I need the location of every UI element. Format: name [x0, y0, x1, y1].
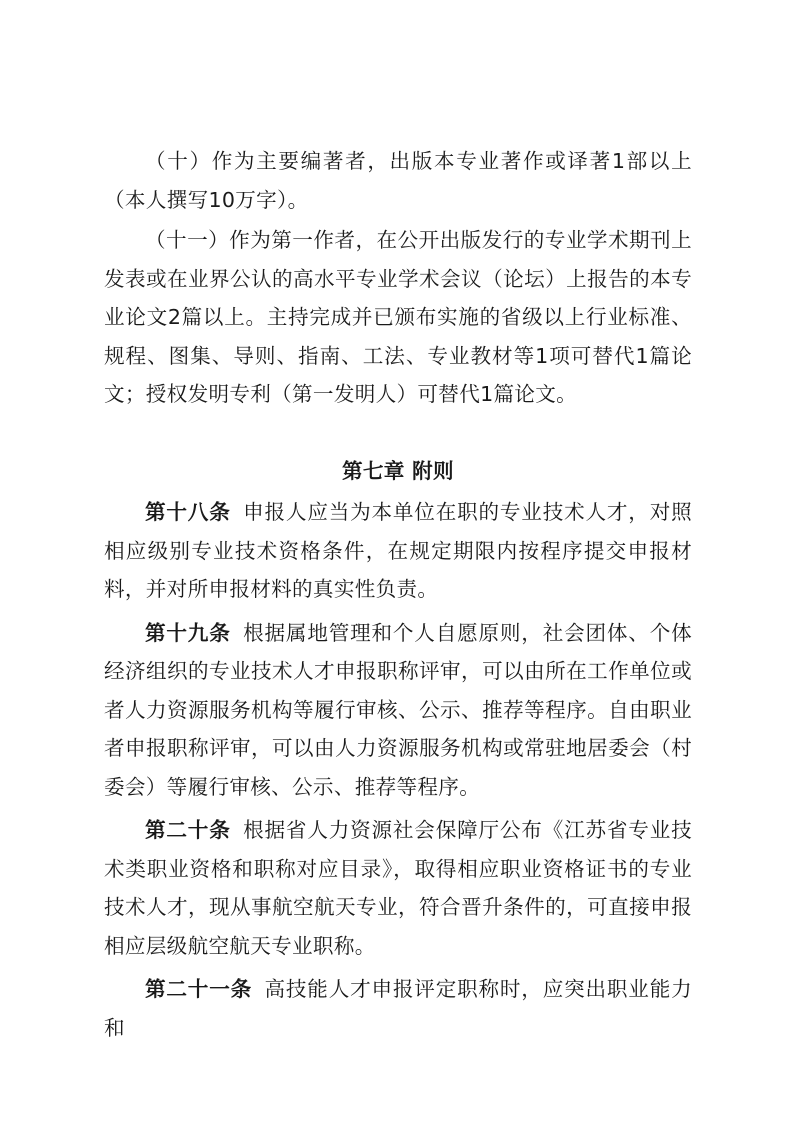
article-label: 第二十一条 — [145, 977, 252, 1001]
article-label: 第二十条 — [145, 818, 231, 842]
article-21 — [104, 970, 692, 1047]
article-label: 第十八条 — [145, 500, 231, 524]
article-20 — [104, 811, 692, 965]
article-text: 申报人应当为本单位在职的专业技术人才，对照相应级别专业技术资格条件，在规定期限内按程序提交申报材料，并对所申报材料的真实性负责。 — [104, 500, 692, 601]
chapter-title: 第七章 附则 — [342, 458, 454, 483]
article-text: 高技能人才申报评定职称时，应突出职业能力和 — [104, 977, 692, 1040]
paragraph-item-10 — [104, 142, 692, 219]
article-label: 第十九条 — [145, 620, 231, 645]
chapter-heading — [104, 452, 692, 491]
document-body — [104, 142, 692, 1047]
article-text: 根据省人力资源社会保障厅公布《江苏省专业技术类职业资格和职称对应目录》，取得相应职业资格证书的专业技术人才，现从事航空航天专业，符合晋升条件的，可直接申报相应层级航空航天专业职称。 — [104, 818, 692, 958]
article-19 — [104, 614, 692, 807]
article-text: 根据属地管理和个人自愿原则，社会团体、个体经济组织的专业技术人才申报职称评审，可以由所在工作单位或者人力资源服务机构等履行审核、公示、推荐等程序。自由职业者申报职称评审，可以由人力资源服务机构或常驻地居委会（村委会）等履行审核、公示、推荐等程序。 — [104, 620, 692, 799]
paragraph-item-11 — [104, 221, 692, 414]
paragraph-text: （十）作为主要编著者，出版本专业著作或译著1部以上（本人撰写10万字）。 — [104, 149, 692, 212]
paragraph-text: （十一）作为第一作者，在公开出版发行的专业学术期刊上发表或在业界公认的高水平专业学术会议（论坛）上报告的本专业论文2篇以上。主持完成并已颁布实施的省级以上行业标准、规程、图集、导则、指南、工法、专业教材等1项可替代1篇论文；授权发明专利（第一发明人）可替代1篇论文。 — [104, 228, 692, 406]
article-18 — [104, 493, 692, 609]
